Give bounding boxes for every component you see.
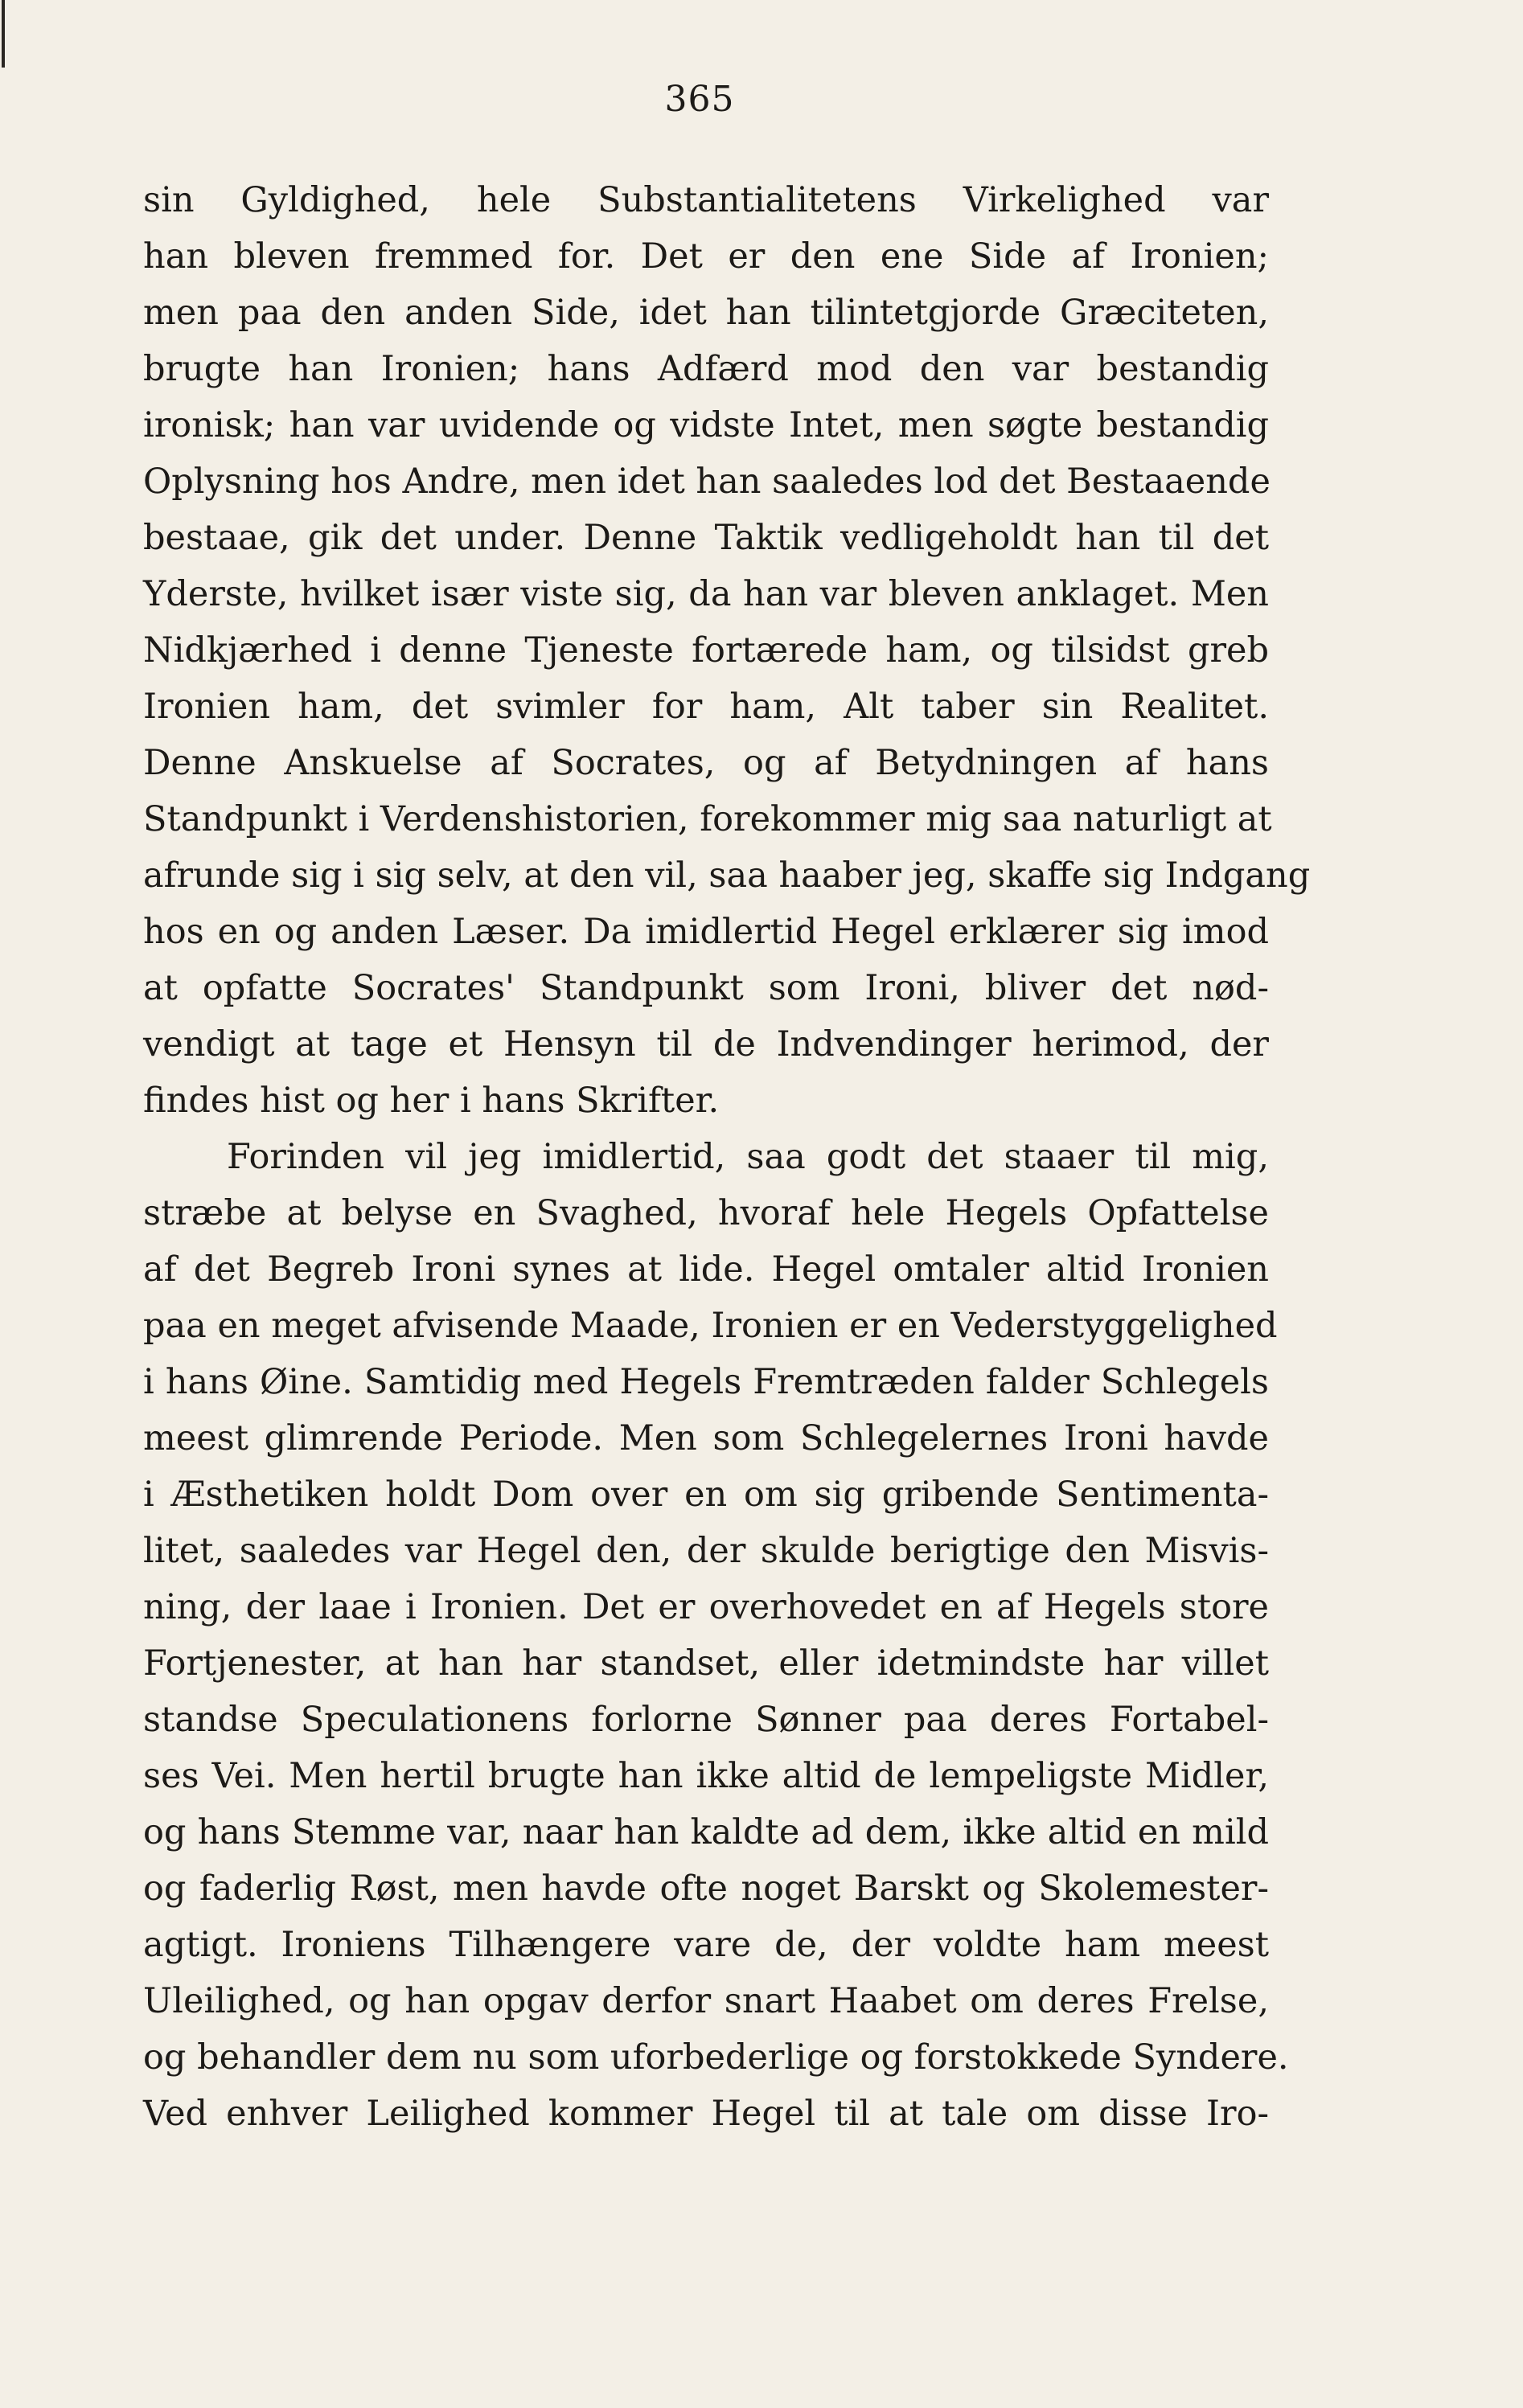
body-text [143, 172, 1311, 2142]
text-line: litet, saaledes var Hegel den, der skulde berigtige den Misvis- [143, 1531, 1269, 1571]
text-line: Ironien ham, det svimler for ham, Alt taber sin Realitet. [143, 687, 1269, 727]
text-line: Denne Anskuelse af Socrates, og af Betydningen af hans [143, 743, 1269, 783]
text-line: Standpunkt i Verdenshistorien, forekommer mig saa naturligt at [143, 799, 1272, 839]
text-line: ses Vei. Men hertil brugte han ikke altid de lempeligste Midler, [143, 1756, 1269, 1796]
text-line: Ved enhver Leilighed kommer Hegel til at tale om disse Iro- [143, 2094, 1269, 2134]
text-line: men paa den anden Side, idet han tilintetgjorde Græciteten, [143, 293, 1269, 333]
text-line: af det Begreb Ironi synes at lide. Hegel omtaler altid Ironien [143, 1249, 1269, 1290]
text-line: og faderlig Røst, men havde ofte noget Barskt og Skolemester- [143, 1869, 1269, 1909]
text-line: at opfatte Socrates' Standpunkt som Ironi, bliver det nød- [143, 968, 1269, 1008]
text-line: i Æsthetiken holdt Dom over en om sig gribende Sentimenta- [143, 1475, 1269, 1515]
text-line: Yderste, hvilket især viste sig, da han var bleven anklaget. Men [143, 574, 1269, 614]
text-line: Nidkjærhed i denne Tjeneste fortærede ham, og tilsidst greb [143, 630, 1269, 671]
text-line: vendigt at tage et Hensyn til de Indvendinger herimod, der [143, 1024, 1269, 1065]
text-line: han bleven fremmed for. Det er den ene Side af Ironien; [143, 236, 1269, 277]
text-line: sin Gyldighed, hele Substantialitetens Virkelighed var [143, 180, 1269, 220]
text-line: brugte han Ironien; hans Adfærd mod den var bestandig [143, 349, 1269, 389]
text-line: Oplysning hos Andre, men idet han saaledes lod det Bestaaende [143, 461, 1271, 502]
text-line: afrunde sig i sig selv, at den vil, saa haaber jeg, skaffe sig Indgang [143, 855, 1311, 896]
text-line: bestaae, gik det under. Denne Taktik vedligeholdt han til det [143, 518, 1269, 558]
text-line: Uleilighed, og han opgav derfor snart Haabet om deres Frelse, [143, 1981, 1269, 2021]
text-line: agtigt. Ironiens Tilhængere vare de, der voldte ham meest [143, 1925, 1269, 1965]
text-line: og hans Stemme var, naar han kaldte ad dem, ikke altid en mild [143, 1812, 1269, 1852]
page-number: 365 [664, 79, 735, 120]
text-line: ironisk; han var uvidende og vidste Intet, men søgte bestandig [143, 405, 1269, 445]
text-line: Forinden vil jeg imidlertid, saa godt det staaer til mig, [227, 1137, 1269, 1177]
text-line: meest glimrende Periode. Men som Schlegelernes Ironi havde [143, 1418, 1269, 1458]
text-line: paa en meget afvisende Maade, Ironien er en Vederstyggelighed [143, 1306, 1278, 1346]
text-line: standse Speculationens forlorne Sønner paa deres Fortabel- [143, 1700, 1269, 1740]
text-line: i hans Øine. Samtidig med Hegels Fremtræden falder Schlegels [143, 1362, 1269, 1402]
text-line: Fortjenester, at han har standset, eller idetmindste har villet [143, 1643, 1269, 1684]
page-edge-line [2, 0, 5, 68]
text-line: hos en og anden Læser. Da imidlertid Hegel erklærer sig imod [143, 912, 1269, 952]
text-line: stræbe at belyse en Svaghed, hvoraf hele Hegels Opfattelse [143, 1193, 1269, 1233]
text-line: findes hist og her i hans Skrifter. [143, 1081, 720, 1121]
text-line: og behandler dem nu som uforbederlige og forstokkede Syndere. [143, 2037, 1289, 2078]
text-line: ning, der laae i Ironien. Det er overhovedet en af Hegels store [143, 1587, 1269, 1627]
